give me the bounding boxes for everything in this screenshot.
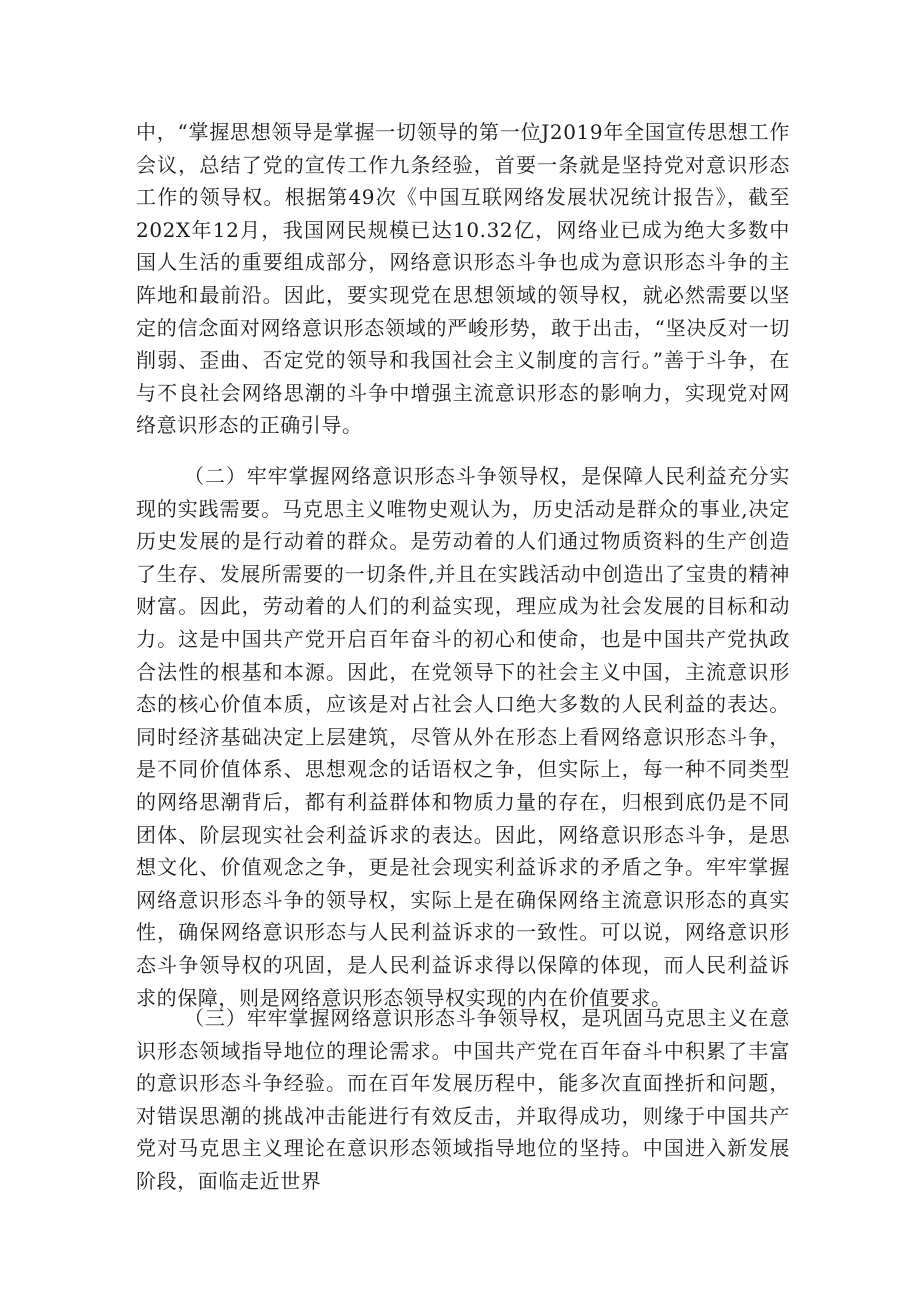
paragraph-1-text: 中，“掌握思想领导是掌握一切领导的第一位J2019年全国宣传思想工作会议，总结了党的宣传工作九条经验，首要一条就是坚持党对意识形态工作的领导权。根据第49次《中国互联网络发展状况统计报告》，截至202X年12月，我国网民规模已达10.32亿，网络业已成为绝大多数中国人生活的重要组成部分，网络意识形态斗争也成为意识形态斗争的主阵地和最前沿。因此，要实现党在思想领域的领导权，就必然需要以坚定的信念面对网络意识形态领域的严峻形势，敢于出击，“坚决反对一切削弱、歪曲、否定党的领导和我国社会主义制度的言行。”善于斗争，在与不良社会网络思潮的斗争中增强主流意识形态的影响力，实现党对网络意识形态的正确引导。 — [136, 120, 790, 438]
paragraph-3-text: （三）牢牢掌握网络意识形态斗争领导权，是巩固马克思主义在意识形态领域指导地位的理论需求。中国共产党在百年奋斗中积累了丰富的意识形态斗争经验。而在百年发展历程中，能多次直面挫折和问题，对错误思潮的挑战冲击能进行有效反击，并取得成功，则缘于中国共产党对马克思主义理论在意识形态领域指导地位的坚持。中国进入新发展阶段，面临走近世界 — [136, 1006, 790, 1193]
paragraph-2 — [136, 460, 790, 1014]
paragraph-1 — [136, 116, 790, 442]
paragraph-3 — [136, 1002, 790, 1198]
paragraph-2-text: （二）牢牢掌握网络意识形态斗争领导权，是保障人民利益充分实现的实践需要。马克思主义唯物史观认为，历史活动是群众的事业,决定历史发展的是行动着的群众。是劳动着的人们通过物质资料的生产创造了生存、发展所需要的一切条件,并且在实践活动中创造出了宝贵的精神财富。因此，劳动着的人们的利益实现，理应成为社会发展的目标和动力。这是中国共产党开启百年奋斗的初心和使命，也是中国共产党执政合法性的根基和本源。因此，在党领导下的社会主义中国，主流意识形态的核心价值本质，应该是对占社会人口绝大多数的人民利益的表达。同时经济基础决定上层建筑，尽管从外在形态上看网络意识形态斗争，是不同价值体系、思想观念的话语权之争，但实际上，每一种不同类型的网络思潮背后，都有利益群体和物质力量的存在，归根到底仍是不同团体、阶层现实社会利益诉求的表达。因此，网络意识形态斗争，是思想文化、价值观念之争，更是社会现实利益诉求的矛盾之争。牢牢掌握网络意识形态斗争的领导权，实际上是在确保网络主流意识形态的真实性，确保网络意识形态与人民利益诉求的一致性。可以说，网络意识形态斗争领导权的巩固，是人民利益诉求得以保障的体现，而人民利益诉求的保障，则是网络意识形态领导权实现的内在价值要求。 — [136, 464, 790, 1010]
